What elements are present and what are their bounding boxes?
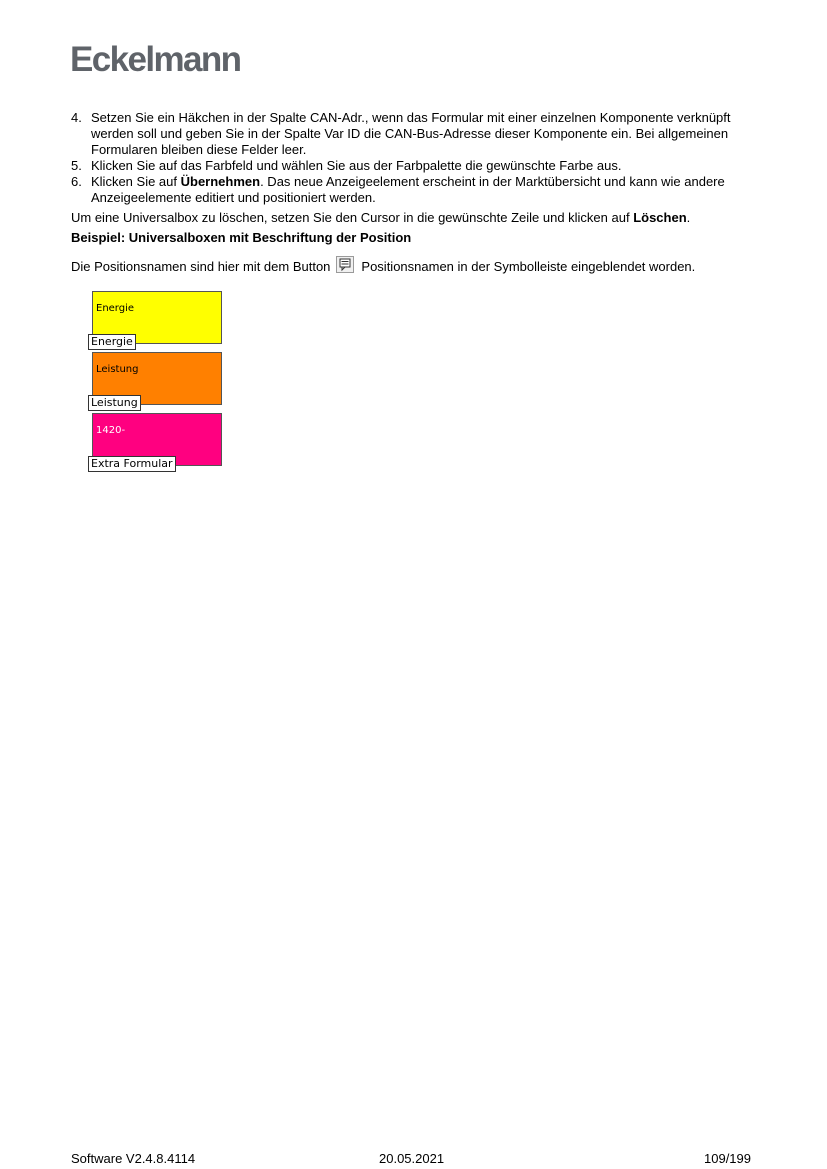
step-text-after: . Das neue Anzeigeelement erscheint in der Marktübersicht und kann wie andere Anzeigeelemente editiert und positioniert werden. — [91, 174, 725, 205]
step-4 — [71, 110, 761, 158]
page-content — [71, 110, 761, 275]
steps-list — [71, 110, 761, 206]
position-name-tag: Leistung — [88, 395, 141, 411]
intro-text-before: Die Positionsnamen sind hier mit dem Button — [71, 259, 331, 274]
step-6 — [71, 174, 761, 206]
step-number: 6. — [71, 174, 82, 189]
step-number: 4. — [71, 110, 82, 125]
universal-box-label: 1420- — [96, 425, 126, 436]
example-heading: Beispiel: Universalboxen mit Beschriftung der Position — [71, 230, 412, 245]
position-names-button-icon — [336, 256, 354, 273]
footer-version: Software V2.4.8.4114 — [71, 1151, 196, 1166]
position-name-tag: Extra Formular — [88, 456, 176, 472]
eckelmann-logo: Eckelmann — [70, 40, 241, 79]
universal-boxes-figure — [88, 290, 238, 480]
step-5 — [71, 158, 761, 174]
intro-text-after: Positionsnamen in der Symbolleiste eingeblendet worden. — [361, 259, 696, 274]
footer-page-number: 109/199 — [704, 1151, 751, 1166]
universal-box-label: Leistung — [96, 364, 139, 375]
step-text: Setzen Sie ein Häkchen in der Spalte CAN-Adr., wenn das Formular mit einer einzelnen Komponente verknüpft werden soll und geben Sie in der Spalte Var ID die CAN-Bus-Adresse dieser Komponente ein. Bei allgemeinen Formularen bleiben diese Felder leer. — [91, 110, 731, 157]
intro-paragraph — [71, 256, 761, 275]
delete-paragraph — [71, 210, 761, 226]
delete-bold-term: Löschen — [633, 210, 687, 225]
step-bold-term: Übernehmen — [180, 174, 261, 189]
delete-text-after: . — [686, 210, 691, 225]
footer-date: 20.05.2021 — [379, 1151, 445, 1166]
step-number: 5. — [71, 158, 82, 173]
step-text: Klicken Sie auf das Farbfeld und wählen Sie aus der Farbpalette die gewünschte Farbe aus. — [91, 158, 622, 173]
step-text-before: Klicken Sie auf — [91, 174, 181, 189]
universal-box-label: Energie — [96, 303, 135, 314]
position-name-tag: Energie — [88, 334, 136, 350]
delete-text-before: Um eine Universalbox zu löschen, setzen Sie den Cursor in die gewünschte Zeile und klicken auf — [71, 210, 634, 225]
